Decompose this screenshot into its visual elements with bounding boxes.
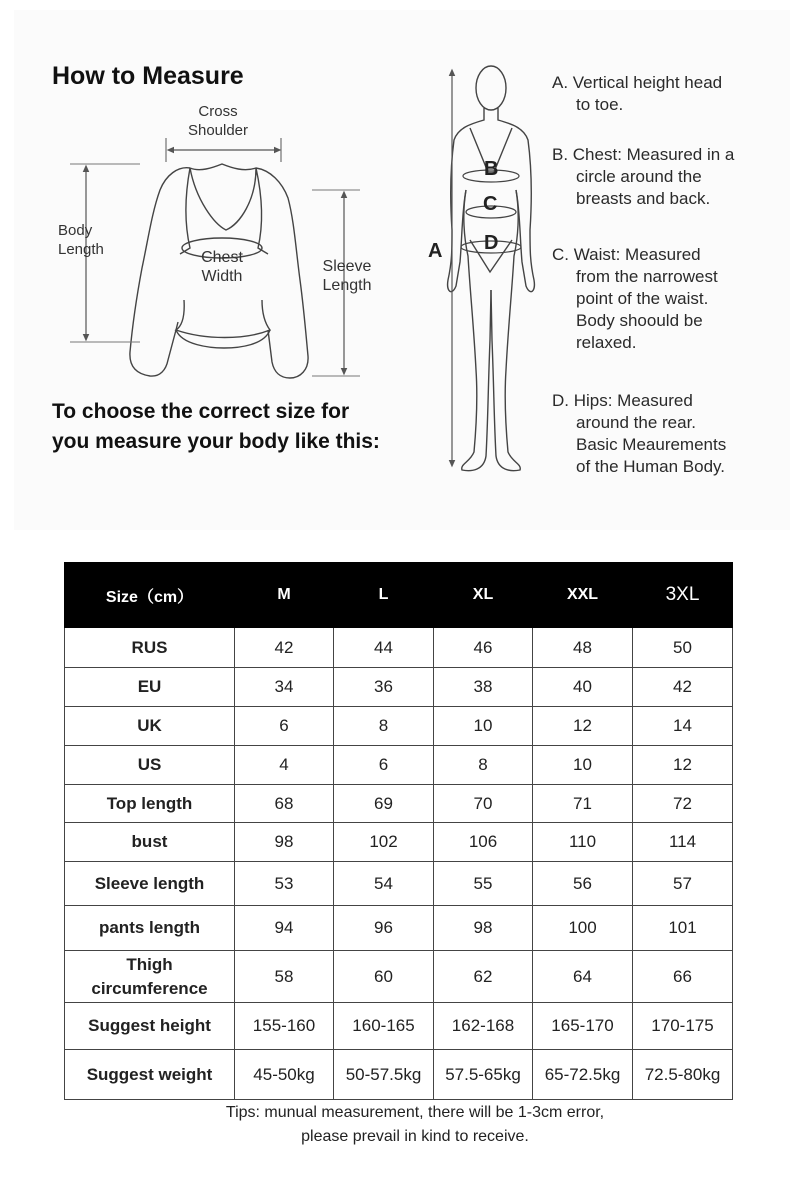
table-cell: 98 <box>434 906 533 951</box>
table-cell: 4 <box>235 746 334 785</box>
table-cell: 14 <box>633 707 733 746</box>
table-cell: 50-57.5kg <box>334 1050 434 1100</box>
figure-label-c: C <box>483 193 498 215</box>
row-label: Sleeve length <box>65 862 235 906</box>
table-cell: 160-165 <box>334 1003 434 1050</box>
row-label: pants length <box>65 906 235 951</box>
table-cell: 64 <box>533 951 633 1003</box>
table-row <box>65 823 733 862</box>
table-row <box>65 628 733 668</box>
table-cell: 57 <box>633 862 733 906</box>
table-cell: 48 <box>533 628 633 668</box>
table-cell: 42 <box>235 628 334 668</box>
table-cell: 12 <box>633 746 733 785</box>
table-row <box>65 1050 733 1100</box>
row-label: RUS <box>65 628 235 668</box>
row-label: UK <box>65 707 235 746</box>
guide-title: How to Measure <box>52 62 244 90</box>
table-row <box>65 707 733 746</box>
table-cell: 38 <box>434 668 533 707</box>
table-cell: 8 <box>434 746 533 785</box>
human-figure-icon <box>448 66 535 471</box>
table-cell: 100 <box>533 906 633 951</box>
table-cell: 45-50kg <box>235 1050 334 1100</box>
table-cell: 42 <box>633 668 733 707</box>
table-cell: 62 <box>434 951 533 1003</box>
table-cell: 53 <box>235 862 334 906</box>
table-cell: 50 <box>633 628 733 668</box>
table-cell: 155-160 <box>235 1003 334 1050</box>
table-cell: 98 <box>235 823 334 862</box>
legend-d: D. Hips: Measured around the rear. Basic Meaurements of the Human Body. <box>552 391 727 476</box>
table-row <box>65 951 733 1003</box>
figure-label-a: A <box>428 240 443 262</box>
row-label: Top length <box>65 785 235 823</box>
table-cell: 165-170 <box>533 1003 633 1050</box>
table-cell: 72 <box>633 785 733 823</box>
column-header-m: M <box>235 563 334 628</box>
table-cell: 40 <box>533 668 633 707</box>
table-cell: 56 <box>533 862 633 906</box>
sleeve-length-label: Sleeve Length <box>322 258 372 294</box>
table-cell: 70 <box>434 785 533 823</box>
cross-shoulder-label: Cross Shoulder <box>187 103 249 139</box>
row-label: Suggest height <box>65 1003 235 1050</box>
column-header-l: L <box>334 563 434 628</box>
table-cell: 101 <box>633 906 733 951</box>
table-cell: 10 <box>533 746 633 785</box>
table-row <box>65 785 733 823</box>
row-label: EU <box>65 668 235 707</box>
table-cell: 106 <box>434 823 533 862</box>
legend-c: C. Waist: Measured from the narrowest point of the waist. Body shoould be relaxed. <box>552 245 718 352</box>
table-cell: 6 <box>334 746 434 785</box>
table-cell: 110 <box>533 823 633 862</box>
legend-b: B. Chest: Measured in a circle around the breasts and back. <box>552 145 735 208</box>
table-header-row <box>65 563 733 628</box>
table-cell: 60 <box>334 951 434 1003</box>
table-row <box>65 862 733 906</box>
tips-note: Tips: munual measurement, there will be 1-3cm error, please prevail in kind to receive. <box>225 1104 605 1145</box>
table-row <box>65 668 733 707</box>
figure-label-d: D <box>484 232 499 254</box>
table-cell: 55 <box>434 862 533 906</box>
row-label: US <box>65 746 235 785</box>
table-cell: 6 <box>235 707 334 746</box>
column-header-size: Size（cm） <box>65 563 235 628</box>
table-cell: 69 <box>334 785 434 823</box>
size-chart-table <box>64 562 733 1100</box>
table-cell: 96 <box>334 906 434 951</box>
table-cell: 12 <box>533 707 633 746</box>
row-label: bust <box>65 823 235 862</box>
table-cell: 102 <box>334 823 434 862</box>
table-cell: 68 <box>235 785 334 823</box>
figure-label-b: B <box>484 158 499 180</box>
table-cell: 66 <box>633 951 733 1003</box>
table-cell: 34 <box>235 668 334 707</box>
table-cell: 44 <box>334 628 434 668</box>
table-cell: 65-72.5kg <box>533 1050 633 1100</box>
row-label: Suggest weight <box>65 1050 235 1100</box>
choose-size-instruction: To choose the correct size for you measure your body like this: <box>52 400 380 453</box>
legend-a: A. Vertical height head to toe. <box>552 73 723 114</box>
table-cell: 8 <box>334 707 434 746</box>
table-cell: 36 <box>334 668 434 707</box>
table-cell: 170-175 <box>633 1003 733 1050</box>
table-cell: 114 <box>633 823 733 862</box>
table-cell: 162-168 <box>434 1003 533 1050</box>
column-header-3xl: 3XL <box>633 563 733 628</box>
row-label: Thigh circumference <box>65 951 235 1003</box>
column-header-xxl: XXL <box>533 563 633 628</box>
table-cell: 54 <box>334 862 434 906</box>
table-cell: 57.5-65kg <box>434 1050 533 1100</box>
table-cell: 10 <box>434 707 533 746</box>
table-row <box>65 1003 733 1050</box>
table-cell: 94 <box>235 906 334 951</box>
table-row <box>65 906 733 951</box>
table-row <box>65 746 733 785</box>
chest-width-label: Chest Width <box>201 249 243 285</box>
table-cell: 58 <box>235 951 334 1003</box>
column-header-xl: XL <box>434 563 533 628</box>
table-cell: 46 <box>434 628 533 668</box>
table-cell: 72.5-80kg <box>633 1050 733 1100</box>
table-cell: 71 <box>533 785 633 823</box>
body-length-label: Body Length <box>58 222 104 258</box>
